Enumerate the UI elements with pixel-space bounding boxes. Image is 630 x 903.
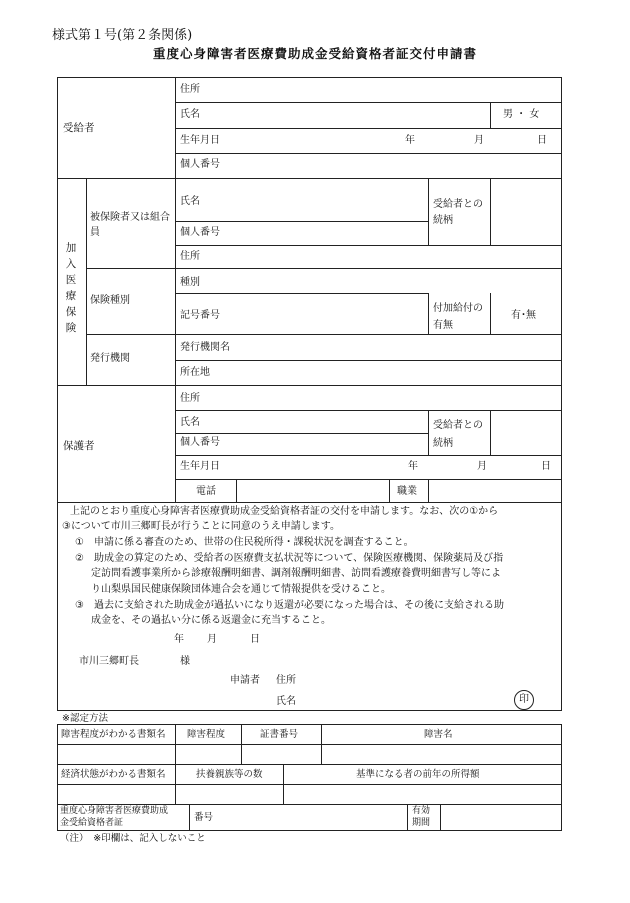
insured-address-label: 住所 (180, 251, 200, 262)
consent-item-2c: り山梨県国民健康保険団体連合会を通じて情報提供を受けること。 (91, 584, 391, 595)
recipient-gender-option[interactable]: 男 ・ 女 (503, 109, 540, 120)
previous-income-label: 基準になる者の前年の所得額 (356, 769, 480, 780)
guardian-relation-label: 受給者との続柄 (433, 420, 483, 449)
recipient-section-label: 受給者 (63, 122, 95, 134)
consent-item-3a: ③ 過去に支給された助成金が過払いになり返還が必要になった場合は、その後に支給される助 (75, 600, 504, 611)
recipient-dob-label: 生年月日 (180, 135, 220, 146)
validity-label-line-1: 有効 (412, 806, 431, 816)
economic-doc-label: 経済状態がわかる書類名 (61, 769, 166, 780)
guardian-dob-month: 月 (477, 461, 487, 472)
form-title: 重度心身障害者医療費助成金受給資格者証交付申請書 (152, 46, 477, 61)
applicant-label: 申請者 (230, 675, 260, 686)
insurance-section-label: 加入医療保険 (65, 242, 77, 334)
application-date-year: 年 (174, 634, 184, 645)
insured-id-label: 個人番号 (180, 227, 220, 238)
guardian-dob-label: 生年月日 (180, 461, 220, 472)
applicant-address-label: 住所 (276, 675, 296, 686)
guardian-section-label: 保護者 (63, 440, 95, 452)
dependents-count-label: 扶養親族等の数 (196, 769, 263, 780)
guardian-name-label: 氏名 (180, 417, 200, 428)
consent-item-1: ① 申請に係る審査のため、世帯の住民税所得・課税状況を調査すること。 (75, 537, 414, 548)
consent-item-2a: ② 助成金の算定のため、受給者の医療費支払状況等について、保険医療機関、保険薬局及び指 (75, 553, 504, 564)
consent-item-2b: 定訪問看護事業所から診療報酬明細書、調剤報酬明細書、訪問看護療養費明細書写し等によ (91, 568, 501, 579)
issuer-location-label: 所在地 (180, 367, 210, 378)
application-date-day: 日 (250, 634, 260, 645)
applicant-name-label: 氏名 (276, 696, 296, 707)
footnote: （注） ※印欄は、記入しないこと (60, 833, 206, 844)
application-date-month: 月 (207, 634, 217, 645)
recipient-id-label: 個人番号 (180, 159, 220, 170)
insurance-type-section-label: 保険種別 (90, 295, 130, 306)
validity-label-line-2: 期間 (412, 818, 431, 828)
recipient-name-label: 氏名 (180, 109, 200, 120)
issuer-name-label: 発行機関名 (180, 342, 230, 353)
certificate-number-label: 証書番号 (260, 729, 299, 740)
addressee: 市川三郷町長 (79, 656, 139, 667)
insurance-type-label: 種別 (180, 277, 200, 288)
recipient-dob-day: 日 (537, 135, 547, 146)
form-number: 様式第１号(第２条関係) (52, 28, 193, 43)
guardian-id-label: 個人番号 (180, 437, 220, 448)
insured-relation-label: 受給者との続柄 (433, 199, 483, 226)
issuer-section-label: 発行機関 (90, 353, 130, 364)
disability-doc-label: 障害程度がわかる書類名 (61, 729, 166, 740)
insured-name-label: 氏名 (180, 196, 200, 207)
certificate-number-field-label: 番号 (194, 812, 214, 823)
additional-benefit-option[interactable]: 有･無 (511, 310, 536, 321)
seal-stamp: 印 (514, 690, 534, 710)
additional-benefit-label: 付加給付の有無 (433, 303, 483, 331)
recipient-dob-year: 年 (405, 135, 415, 146)
certificate-label-line-1: 重度心身障害者医療費助成 (60, 806, 169, 816)
insured-person-label: 被保険者又は組合員 (90, 212, 170, 238)
certificate-label-line-2: 金受給資格者証 (60, 818, 124, 828)
declaration-line-2: ③について市川三郷町長が行うことに同意のうえ申請します。 (62, 521, 340, 532)
recipient-dob-month: 月 (474, 135, 484, 146)
guardian-dob-year: 年 (408, 461, 418, 472)
guardian-dob-day: 日 (541, 461, 551, 472)
insurance-symbol-number-label: 記号番号 (180, 310, 220, 321)
guardian-job-label: 職業 (397, 486, 417, 497)
declaration-line-1: 上記のとおり重度心身障害者医療費助成金受給資格者証の交付を申請します。なお、次の①から (70, 506, 499, 517)
certification-heading: ※認定方法 (62, 713, 108, 724)
guardian-address-label: 住所 (180, 393, 200, 404)
honorific: 様 (180, 656, 190, 667)
disability-grade-label: 障害程度 (187, 729, 226, 740)
recipient-address-label: 住所 (180, 84, 200, 95)
guardian-phone-label: 電話 (196, 486, 216, 497)
disability-name-label: 障害名 (424, 729, 453, 740)
consent-item-3b: 成金を、その過払い分に係る返還金に充当すること。 (91, 615, 331, 626)
